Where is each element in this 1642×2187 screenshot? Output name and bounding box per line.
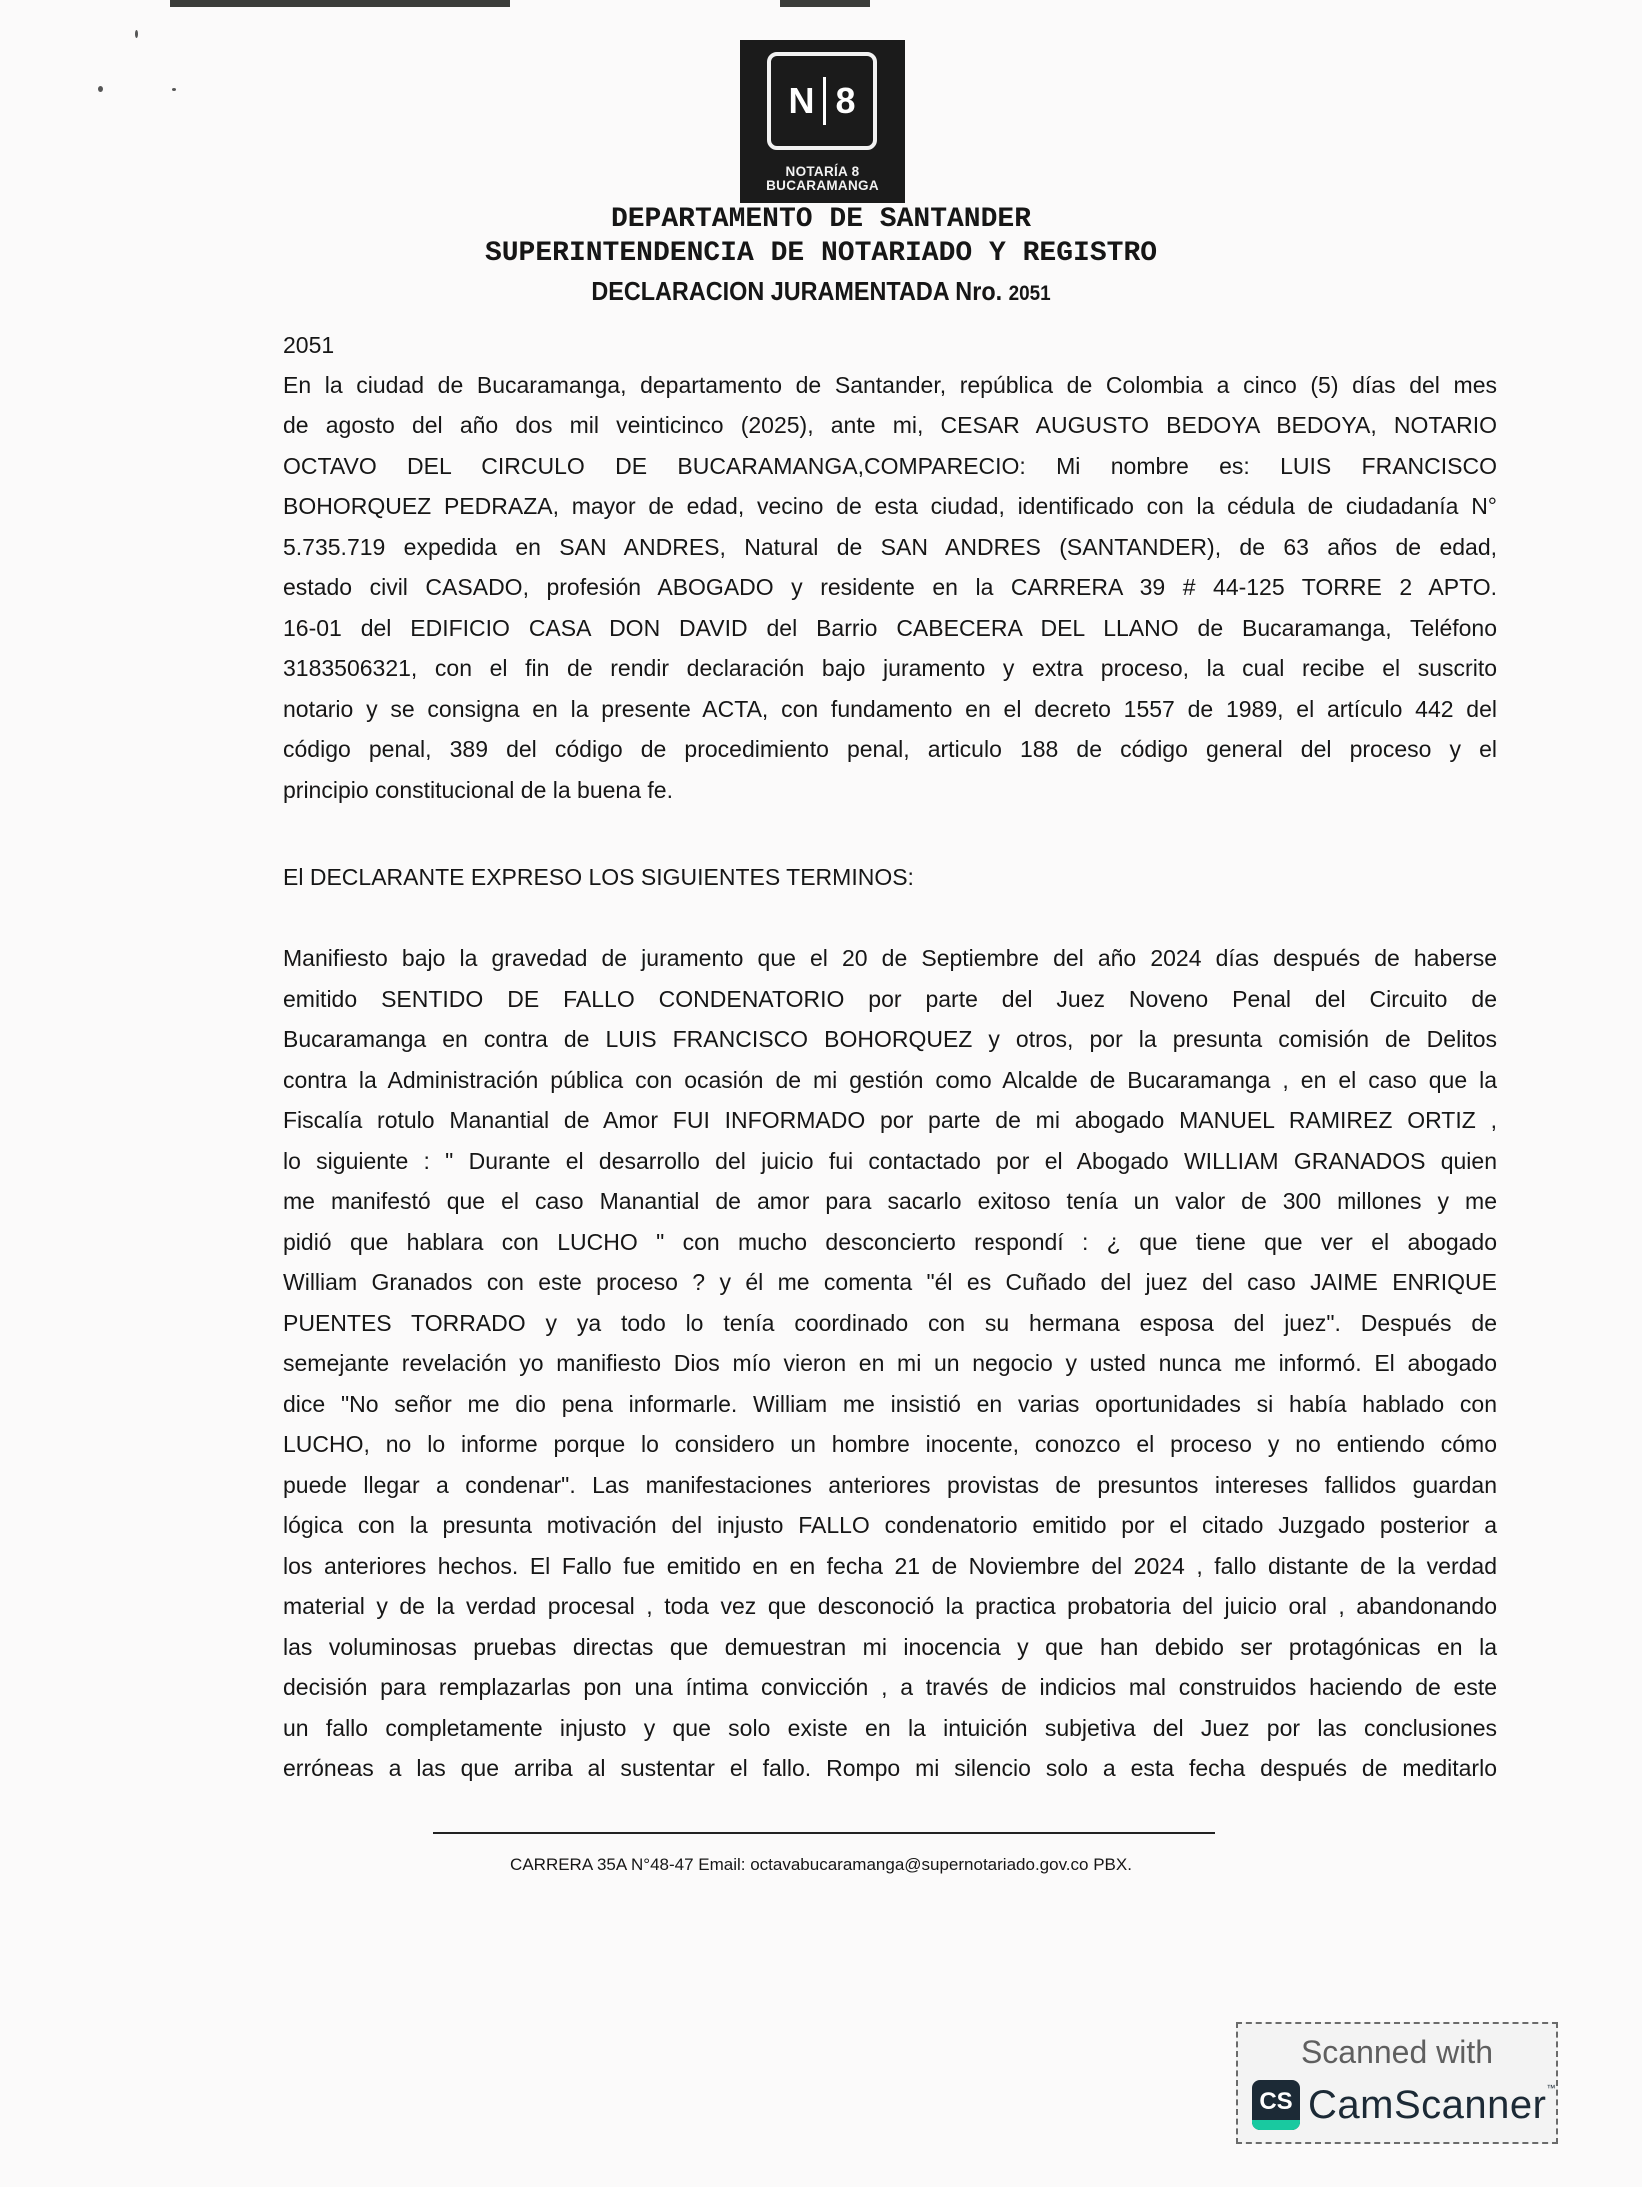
logo-mark	[767, 52, 877, 150]
camscanner-logo-icon	[1252, 2080, 1300, 2130]
camscanner-icon-stripe	[1252, 2120, 1300, 2130]
statement-line: un fallo completamente injusto y que solo existe en la intuición subjetiva del Juez por las conclusiones	[283, 1715, 1497, 1741]
camscanner-watermark	[1236, 2022, 1558, 2144]
intro-line: 5.735.719 expedida en SAN ANDRES, Natural de SAN ANDRES (SANTANDER), de 63 años de edad,	[283, 534, 1497, 560]
camscanner-icon-text: CS	[1259, 2088, 1293, 2115]
statement-line: William Granados con este proceso ? y él me comenta "él es Cuñado del juez del caso JAIME ENRIQUE	[283, 1269, 1497, 1295]
intro-line: código penal, 389 del código de procedimiento penal, articulo 188 de código general del proceso y el	[283, 736, 1497, 762]
watermark-brand-name	[1308, 2083, 1556, 2128]
intro-line: principio constitucional de la buena fe.	[283, 777, 673, 803]
section-heading: El DECLARANTE EXPRESO LOS SIGUIENTES TERMINOS:	[283, 864, 914, 890]
statement-line: lo siguiente : " Durante el desarrollo del juicio fui contactado por el Abogado WILLIAM GRANADOS quien	[283, 1148, 1497, 1174]
logo-caption	[740, 165, 905, 193]
intro-line: En la ciudad de Bucaramanga, departamento de Santander, república de Colombia a cinco (5) días del mes	[283, 372, 1497, 398]
intro-line: de agosto del año dos mil veinticinco (2025), ante mi, CESAR AUGUSTO BEDOYA BEDOYA, NOTARIO	[283, 412, 1497, 438]
statement-line: Manifiesto bajo la gravedad de juramento que el 20 de Septiembre del año 2024 días después de haberse	[283, 945, 1497, 971]
statement-line: dice "No señor me dio pena informarle. William me insistió en varias oportunidades si había hablado con	[283, 1391, 1497, 1417]
statement-line: material y de la verdad procesal , toda vez que desconoció la practica probatoria del juicio oral , abandonando	[283, 1593, 1497, 1619]
header-superintendencia: SUPERINTENDENCIA DE NOTARIADO Y REGISTRO	[484, 238, 1158, 269]
header-department: DEPARTAMENTO DE SANTANDER	[610, 204, 1032, 235]
statement-line: Fiscalía rotulo Manantial de Amor FUI INFORMADO por parte de mi abogado MANUEL RAMIREZ ORTIZ ,	[283, 1107, 1497, 1133]
document-title-label: DECLARACION JURAMENTADA Nro.	[591, 276, 1003, 306]
statement-line: me manifestó que el caso Manantial de amor para sacarlo exitoso tenía un valor de 300 millones y me	[283, 1188, 1497, 1214]
logo-caption-line2: BUCARAMANGA	[766, 178, 879, 193]
scan-edge-artifact	[170, 0, 510, 7]
statement-line: los anteriores hechos. El Fallo fue emitido en en fecha 21 de Noviembre del 2024 , fallo distante de la verdad	[283, 1553, 1497, 1579]
intro-line: 3183506321, con el fin de rendir declaración bajo juramento y extra proceso, la cual recibe el suscrito	[283, 655, 1497, 681]
scan-speck	[98, 86, 103, 92]
document-number: 2051	[283, 332, 335, 358]
statement-line: puede llegar a condenar". Las manifestaciones anteriores provistas de presuntos intereses fallidos guardan	[283, 1472, 1497, 1498]
statement-line: contra la Administración pública con ocasión de mi gestión como Alcalde de Bucaramanga , en el caso que la	[283, 1067, 1497, 1093]
logo-mark-divider	[823, 77, 826, 125]
notary-logo	[740, 40, 905, 203]
footer-address: CARRERA 35A N°48-47 Email: octavabucaramanga@supernotariado.gov.co PBX.	[510, 1855, 1132, 1874]
intro-line: BOHORQUEZ PEDRAZA, mayor de edad, vecino de esta ciudad, identificado con la cédula de ciudadanía N°	[283, 493, 1497, 519]
statement-line: Bucaramanga en contra de LUIS FRANCISCO BOHORQUEZ y otros, por la presunta comisión de Delitos	[283, 1026, 1497, 1052]
statement-line: las voluminosas pruebas directas que demuestran mi inocencia y que han debido ser protagónicas en la	[283, 1634, 1497, 1660]
statement-line: LUCHO, no lo informe porque lo considero un hombre inocente, conozco el proceso y no entiendo cómo	[283, 1431, 1497, 1457]
scan-speck	[135, 30, 138, 38]
watermark-brand-text: CamScanner	[1308, 2082, 1547, 2127]
footer-divider	[433, 1832, 1215, 1834]
statement-line: lógica con la presunta motivación del injusto FALLO condenatorio emitido por el citado Juzgado posterior a	[283, 1512, 1497, 1538]
logo-mark-number: 8	[835, 80, 856, 121]
scan-speck	[172, 88, 176, 91]
watermark-brand-row	[1252, 2080, 1556, 2130]
intro-line: OCTAVO DEL CIRCULO DE BUCARAMANGA,COMPARECIO: Mi nombre es: LUIS FRANCISCO	[283, 453, 1497, 479]
statement-line: PUENTES TORRADO y ya todo lo tenía coordinado con su hermana esposa del juez". Después de	[283, 1310, 1497, 1336]
scan-edge-artifact	[780, 0, 870, 7]
statement-line: pidió que hablara con LUCHO " con mucho desconcierto respondí : ¿ que tiene que ver el abogado	[283, 1229, 1497, 1255]
statement-line: emitido SENTIDO DE FALLO CONDENATORIO por parte del Juez Noveno Penal del Circuito de	[283, 986, 1497, 1012]
statement-line: decisión para remplazarlas pon una íntima convicción , a través de indicios mal construidos haciendo de este	[283, 1674, 1497, 1700]
intro-line: estado civil CASADO, profesión ABOGADO y residente en la CARRERA 39 # 44-125 TORRE 2 APTO.	[283, 574, 1497, 600]
watermark-scanned-with: Scanned with	[1300, 2034, 1494, 2070]
statement-line: semejante revelación yo manifiesto Dios mío vieron en mi un negocio y usted nunca me informó. El abogado	[283, 1350, 1497, 1376]
trademark-symbol: ™	[1546, 2082, 1556, 2093]
intro-line: 16-01 del EDIFICIO CASA DON DAVID del Barrio CABECERA DEL LLANO de Bucaramanga, Teléfono	[283, 615, 1497, 641]
document-title	[82, 276, 1560, 307]
logo-mark-letter: N	[788, 80, 815, 121]
logo-caption-line1: NOTARÍA 8	[785, 164, 860, 179]
document-title-number: 2051	[1008, 282, 1051, 305]
statement-line: erróneas a las que arriba al sustentar el fallo. Rompo mi silencio solo a esta fecha después de meditarlo	[283, 1755, 1497, 1781]
intro-line: notario y se consigna en la presente ACTA, con fundamento en el decreto 1557 de 1989, el artículo 442 del	[283, 696, 1497, 722]
